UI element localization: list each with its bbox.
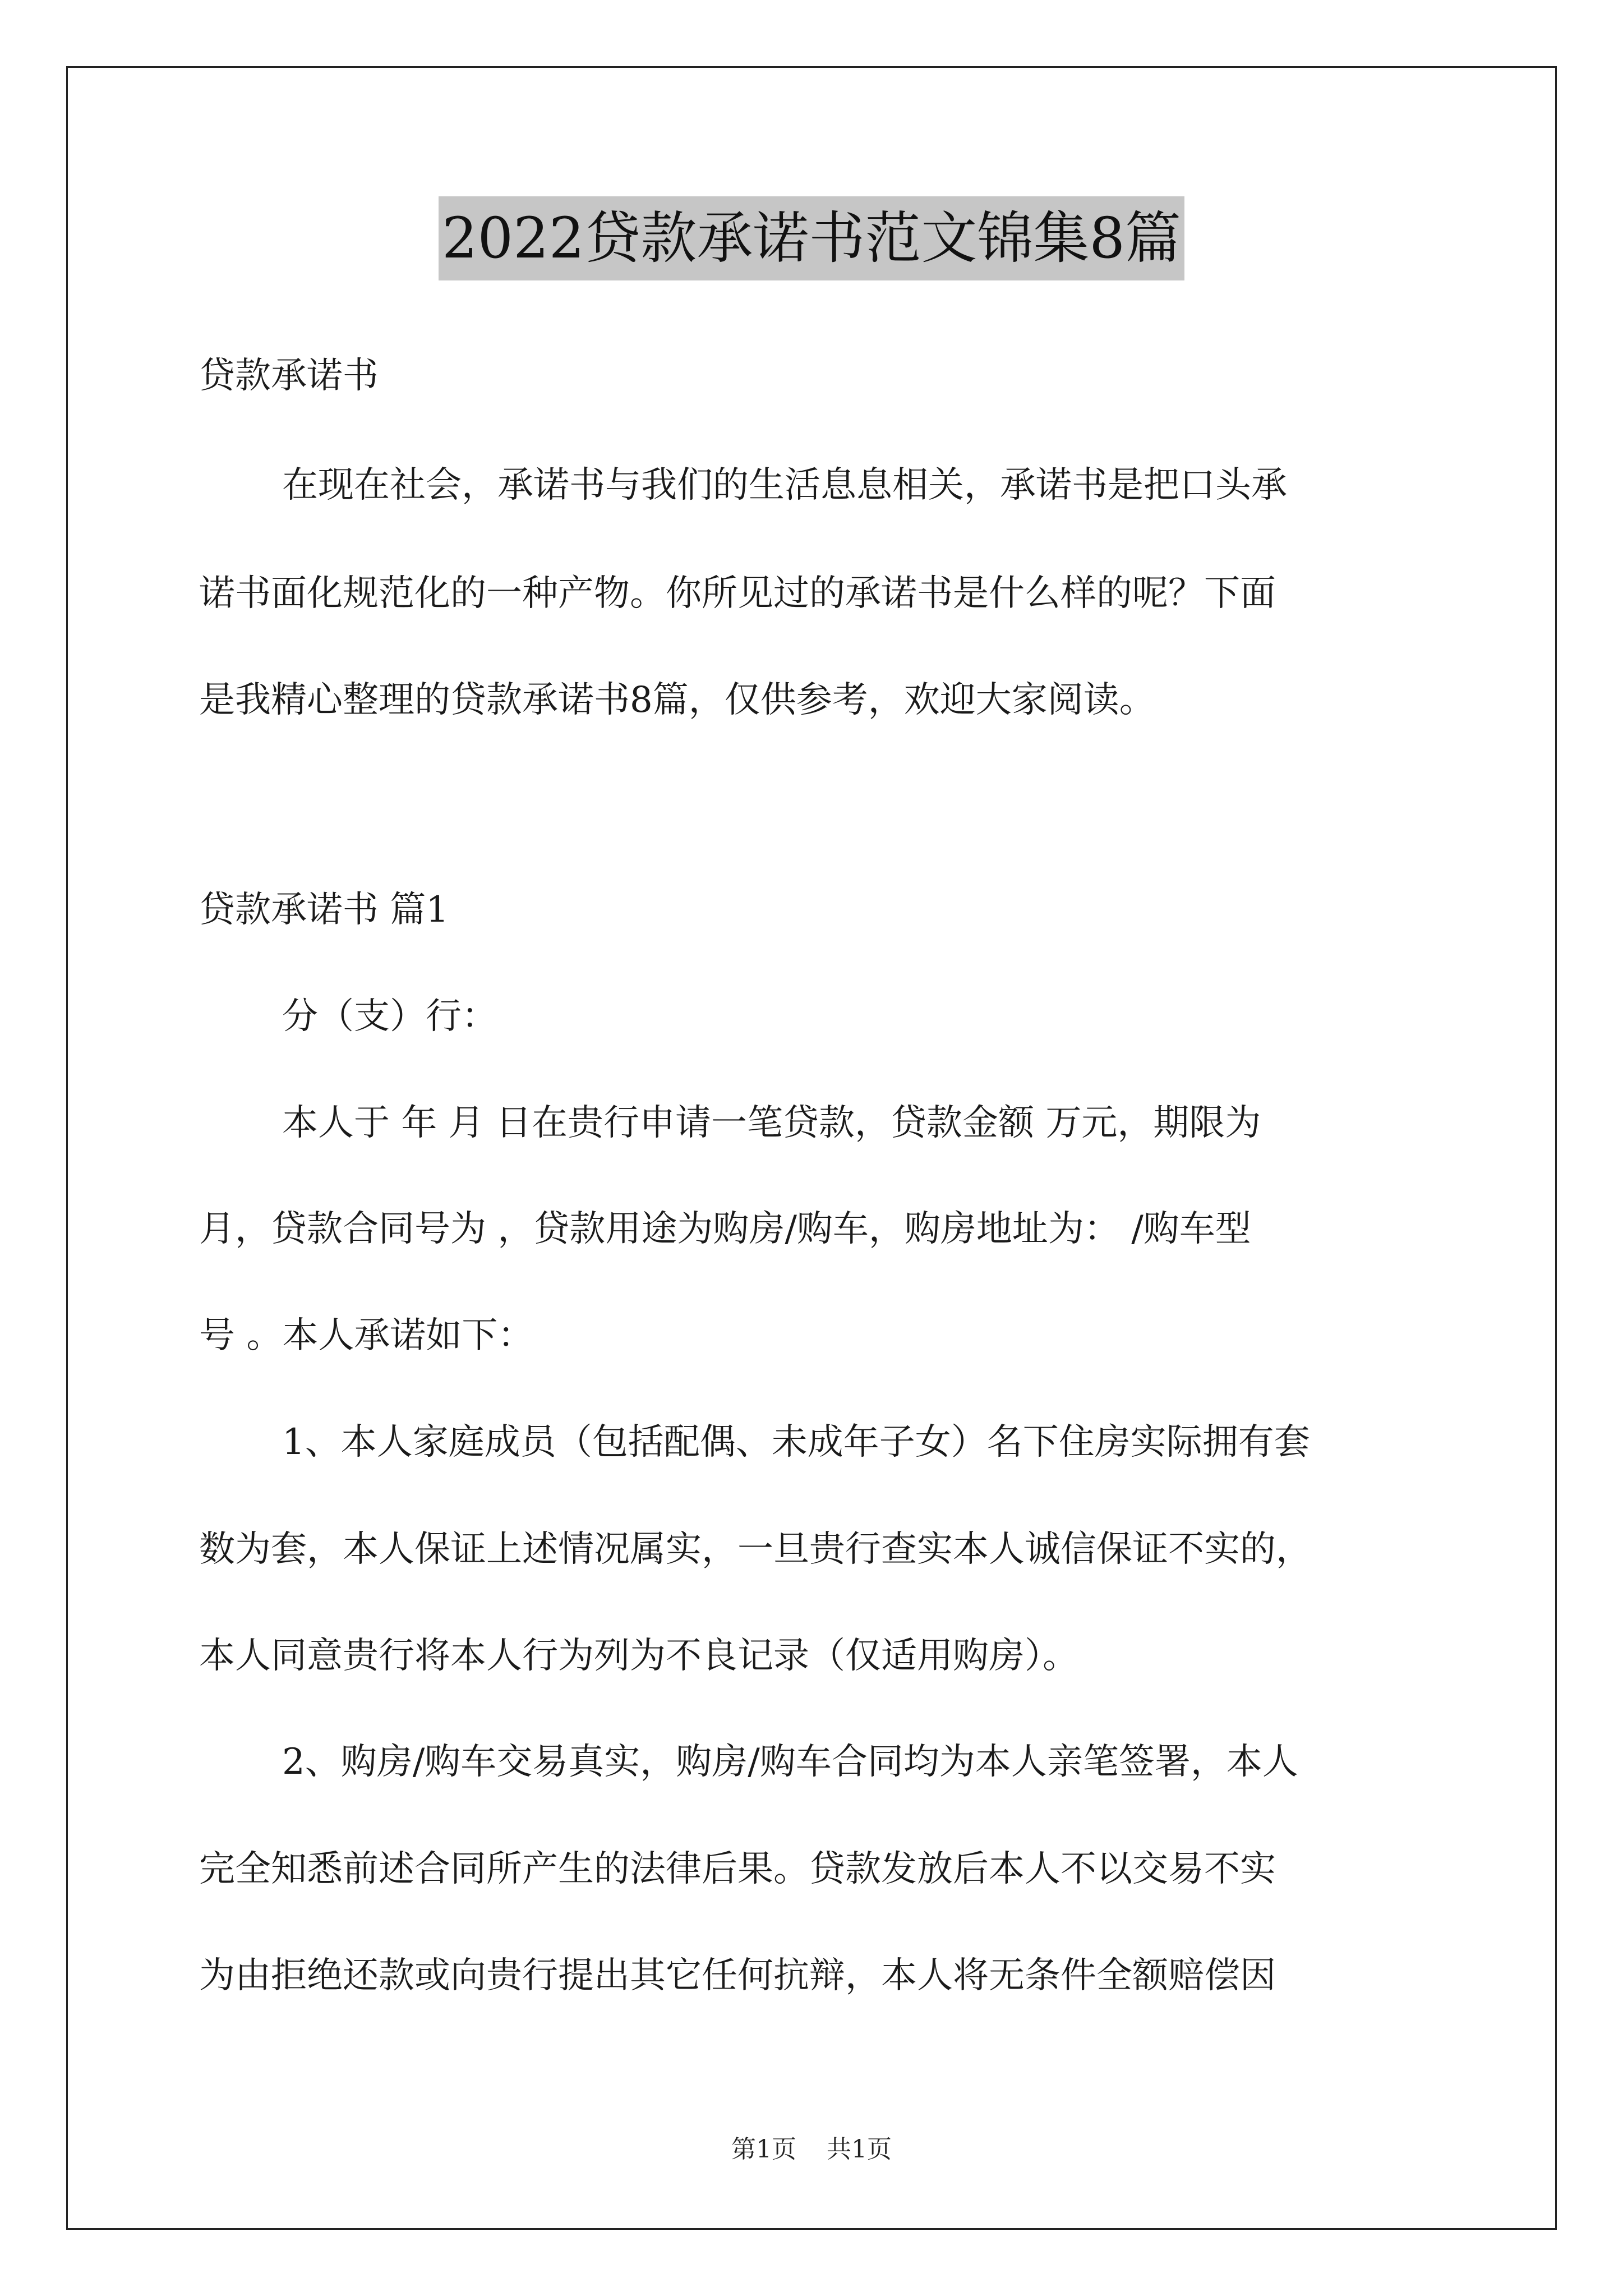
paragraph-line: 数为套，本人保证上述情况属实，一旦贵行查实本人诚信保证不实的， (199, 1529, 1312, 1570)
paragraph-line: 1、本人家庭成员（包括配偶、未成年子女）名下住房实际拥有套 (282, 1421, 1310, 1463)
paragraph-line: 月，贷款合同号为 ，贷款用途为购房/购车，购房地址为： /购车型 (199, 1208, 1251, 1250)
paragraph-line: 本人于 年 月 日在贵行申请一笔贷款，贷款金额 万元，期限为 (282, 1102, 1261, 1144)
section-heading: 贷款承诺书 篇1 (199, 889, 449, 931)
paragraph-line: 2、购房/购车交易真实，购房/购车合同均为本人亲笔签署，本人 (282, 1741, 1298, 1783)
paragraph-line: 分（支）行： (282, 996, 497, 1037)
page-total: 共1页 (827, 2135, 892, 2164)
paragraph-line: 本人同意贵行将本人行为列为不良记录（仅适用购房）。 (199, 1635, 1078, 1677)
page-footer (0, 2133, 1623, 2166)
page-number: 第1页 (731, 2135, 796, 2164)
paragraph-line: 完全知悉前述合同所产生的法律后果。贷款发放后本人不以交易不实 (199, 1848, 1276, 1890)
section-heading: 贷款承诺书 (199, 355, 379, 397)
paragraph-line: 为由拒绝还款或向贵行提出其它任何抗辩，本人将无条件全额赔偿因 (199, 1955, 1276, 1996)
paragraph-line: 诺书面化规范化的一种产物。你所见过的承诺书是什么样的呢？下面 (199, 573, 1276, 614)
paragraph-line: 是我精心整理的贷款承诺书8篇，仅供参考，欢迎大家阅读。 (199, 679, 1155, 721)
title-container (0, 196, 1623, 280)
document-title: 2022贷款承诺书范文锦集8篇 (439, 196, 1184, 280)
paragraph-line: 在现在社会，承诺书与我们的生活息息相关，承诺书是把口头承 (282, 464, 1287, 506)
paragraph-line: 号 。本人承诺如下： (199, 1315, 534, 1356)
